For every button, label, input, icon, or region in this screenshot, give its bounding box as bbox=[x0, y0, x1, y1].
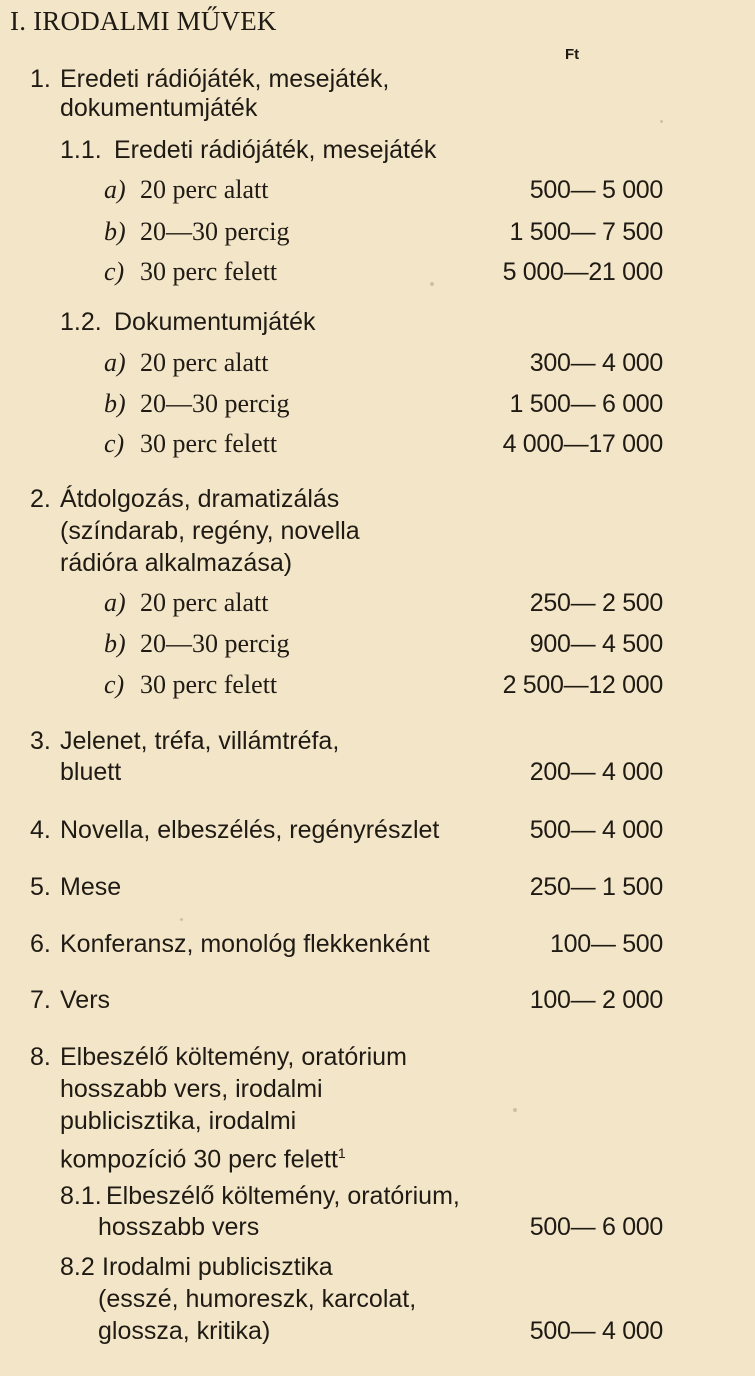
item-8-1-number: 8.1. bbox=[60, 1182, 102, 1210]
item-7-amount: 100— 2 000 bbox=[529, 986, 663, 1014]
item-8-1-line1: Elbeszélő költemény, oratórium, bbox=[106, 1182, 460, 1210]
item-7-text: Vers bbox=[60, 986, 111, 1014]
item-8-line4 bbox=[60, 1138, 346, 1174]
row-letter: b) bbox=[104, 217, 126, 246]
item-6-amount: 100— 500 bbox=[550, 930, 663, 958]
item-8-2-number: 8.2 bbox=[60, 1253, 95, 1281]
item-1-2-title: Dokumentumjáték bbox=[114, 308, 316, 336]
item-8-2-amount: 500— 4 000 bbox=[529, 1317, 663, 1345]
item-8-line1: Elbeszélő költemény, oratórium bbox=[60, 1043, 407, 1071]
item-2-line2: (színdarab, regény, novella bbox=[60, 517, 360, 545]
row-amount: 250— 2 500 bbox=[529, 589, 663, 617]
currency-header: Ft bbox=[565, 46, 580, 63]
row-text: 30 perc felett bbox=[140, 257, 278, 286]
row-letter: a) bbox=[104, 588, 126, 617]
row-letter: a) bbox=[104, 175, 126, 204]
paper-speck bbox=[430, 282, 434, 286]
row-letter: a) bbox=[104, 348, 126, 377]
row-amount: 1 500— 7 500 bbox=[509, 218, 663, 246]
item-4-amount: 500— 4 000 bbox=[529, 816, 663, 844]
item-2-line1: Átdolgozás, dramatizálás bbox=[60, 485, 340, 513]
row-amount: 900— 4 500 bbox=[529, 630, 663, 658]
row-text: 20—30 percig bbox=[140, 217, 290, 246]
item-7-number: 7. bbox=[30, 986, 51, 1014]
section-title: I. IRODALMI MŰVEK bbox=[10, 6, 277, 36]
item-8-number: 8. bbox=[30, 1043, 51, 1071]
row-text: 20—30 percig bbox=[140, 629, 290, 658]
row-amount: 5 000—21 000 bbox=[502, 258, 663, 286]
item-1-title-line1: Eredeti rádiójáték, mesejáték, bbox=[60, 65, 390, 93]
item-8-2-line1: Irodalmi publicisztika bbox=[102, 1253, 333, 1281]
item-1-1-title: Eredeti rádiójáték, mesejáték bbox=[114, 136, 437, 164]
row-amount: 1 500— 6 000 bbox=[509, 390, 663, 418]
row-text: 30 perc felett bbox=[140, 670, 278, 699]
item-8-line4-text: kompozíció 30 perc felett bbox=[60, 1145, 338, 1174]
item-8-line3: publicisztika, irodalmi bbox=[60, 1107, 297, 1135]
row-text: 20—30 percig bbox=[140, 389, 290, 418]
item-8-2-line3: glossza, kritika) bbox=[98, 1317, 271, 1345]
row-letter: c) bbox=[104, 429, 125, 458]
item-6-text: Konferansz, monológ flekkenként bbox=[60, 930, 430, 958]
row-amount: 300— 4 000 bbox=[529, 349, 663, 377]
item-5-number: 5. bbox=[30, 873, 51, 901]
item-8-1-amount: 500— 6 000 bbox=[529, 1213, 663, 1241]
item-5-amount: 250— 1 500 bbox=[529, 873, 663, 901]
paper-speck bbox=[660, 120, 663, 123]
row-text: 20 perc alatt bbox=[140, 348, 269, 377]
row-letter: c) bbox=[104, 257, 125, 286]
footnote-mark: 1 bbox=[337, 1145, 346, 1161]
item-3-line1: Jelenet, tréfa, villámtréfa, bbox=[60, 727, 340, 755]
paper-speck bbox=[513, 1108, 517, 1112]
row-letter: c) bbox=[104, 670, 125, 699]
item-3-amount: 200— 4 000 bbox=[529, 758, 663, 786]
item-1-number: 1. bbox=[30, 65, 51, 93]
item-3-line2: bluett bbox=[60, 758, 122, 786]
row-letter: b) bbox=[104, 629, 126, 658]
item-3-number: 3. bbox=[30, 727, 51, 755]
row-amount: 2 500—12 000 bbox=[502, 671, 663, 699]
item-5-text: Mese bbox=[60, 873, 122, 901]
item-1-title-line2: dokumentumjáték bbox=[60, 94, 258, 122]
row-letter: b) bbox=[104, 389, 126, 418]
item-2-number: 2. bbox=[30, 485, 51, 513]
item-4-text: Novella, elbeszélés, regényrészlet bbox=[60, 816, 440, 844]
row-text: 20 perc alatt bbox=[140, 175, 269, 204]
row-text: 30 perc felett bbox=[140, 429, 278, 458]
item-1-1-number: 1.1. bbox=[60, 136, 102, 164]
row-amount: 4 000—17 000 bbox=[502, 430, 663, 458]
item-1-2-number: 1.2. bbox=[60, 308, 102, 336]
item-4-number: 4. bbox=[30, 816, 51, 844]
item-2-line3: rádióra alkalmazása) bbox=[60, 549, 293, 577]
item-8-line2: hosszabb vers, irodalmi bbox=[60, 1075, 323, 1103]
item-8-2-line2: (esszé, humoreszk, karcolat, bbox=[98, 1285, 417, 1313]
row-text: 20 perc alatt bbox=[140, 588, 269, 617]
item-8-1-line2: hosszabb vers bbox=[98, 1213, 260, 1241]
row-amount: 500— 5 000 bbox=[529, 176, 663, 204]
paper-speck bbox=[180, 918, 183, 921]
item-6-number: 6. bbox=[30, 930, 51, 958]
